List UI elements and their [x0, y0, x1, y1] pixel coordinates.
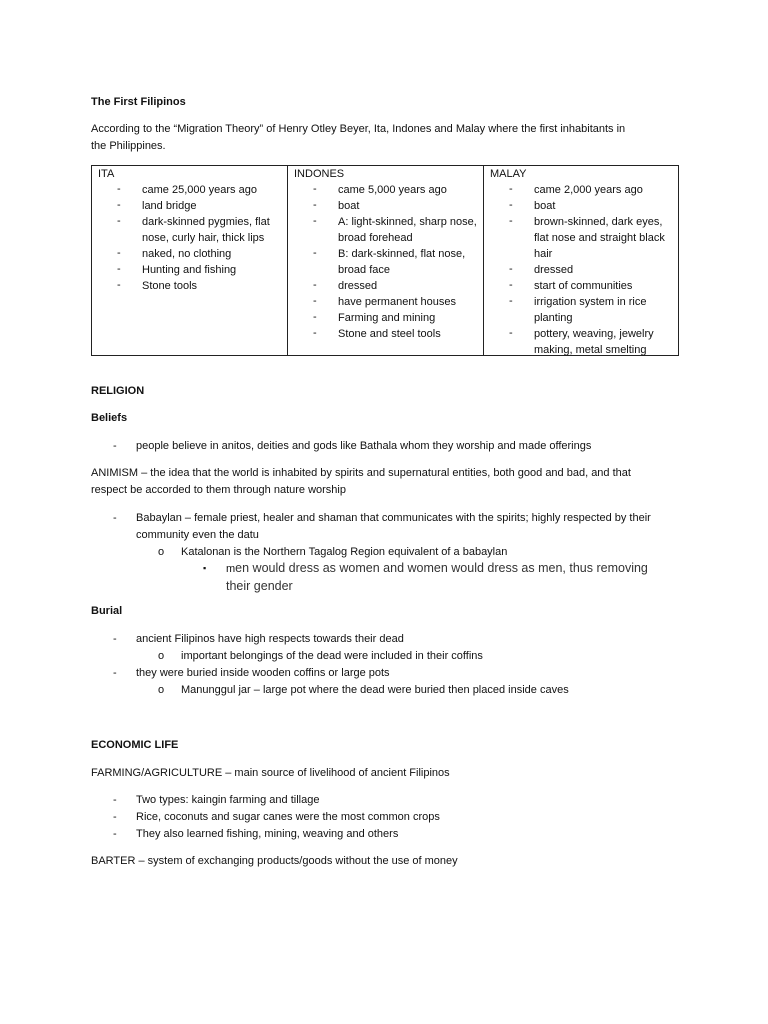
- babaylan-line-1: Babaylan – female priest, healer and shaman that communicates with the spirits; highly respected by their: [136, 512, 651, 524]
- bullet-square: ▪: [203, 563, 207, 573]
- page-title: The First Filipinos: [91, 96, 186, 108]
- economic-item-2: Rice, coconuts and sugar canes were the most common crops: [136, 811, 440, 823]
- bullet-circle: o: [158, 650, 165, 662]
- bullet-circle: o: [158, 546, 165, 558]
- burial-item-1: ancient Filipinos have high respects towards their dead: [136, 633, 404, 645]
- intro-line-1: According to the “Migration Theory” of Henry Otley Beyer, Ita, Indones and Malay where the first inhabitants in: [91, 123, 626, 135]
- bullet-dash: -: [113, 828, 117, 840]
- bullet-dash: -: [113, 811, 117, 823]
- bullet-dash: -: [113, 512, 117, 524]
- economic-item-1: Two types: kaingin farming and tillage: [136, 794, 320, 806]
- bullet-dash: -: [113, 794, 117, 806]
- column-header: INDONES: [294, 168, 345, 180]
- animism-line-2: respect be accorded to them through nature worship: [91, 484, 346, 496]
- men-line-2: their gender: [226, 579, 293, 593]
- beliefs-item: people believe in anitos, deities and gods like Bathala whom they worship and made offerings: [136, 440, 592, 452]
- section-heading-religion: RELIGION: [91, 385, 145, 397]
- farming-line: FARMING/AGRICULTURE – main source of livelihood of ancient Filipinos: [91, 767, 450, 779]
- bullet-dash: -: [113, 633, 117, 645]
- column-header: MALAY: [490, 168, 527, 180]
- section-heading-economic: ECONOMIC LIFE: [91, 739, 179, 751]
- bullet-dash: -: [113, 440, 117, 452]
- burial-item-1-sub: important belongings of the dead were included in their coffins: [181, 650, 483, 662]
- intro-line-2: the Philippines.: [91, 140, 166, 152]
- table-column-ita: ITA - came 25,000 years ago - land bridge - dark-skinned pygmies, flat nose, curly hair, thick lips - naked, no clothing - Hunting and fishing - Stone tools: [92, 166, 288, 356]
- bullet-circle: o: [158, 684, 165, 696]
- babaylan-line-2: community even the datu: [136, 529, 259, 541]
- table-column-malay: MALAY - came 2,000 years ago - boat - brown-skinned, dark eyes, flat nose and straight black hair - dressed - start of communities - irrigation system in rice planting - pottery, weaving, jewelry making, metal smelting: [484, 166, 679, 356]
- migration-table: [91, 165, 679, 356]
- burial-item-2-sub: Manunggul jar – large pot where the dead were buried then placed inside caves: [181, 684, 569, 696]
- subheading-burial: Burial: [91, 605, 123, 617]
- table-column-indones: INDONES - came 5,000 years ago - boat - A: light-skinned, sharp nose, broad forehead - B: dark-skinned, flat nose, broad face - dressed - have permanent houses - Farming and mining - Stone and steel tools: [288, 166, 484, 356]
- men-line-1: men would dress as women and women would dress as men, thus removing: [226, 561, 648, 575]
- economic-item-3: They also learned fishing, mining, weaving and others: [136, 828, 399, 840]
- subheading-beliefs: Beliefs: [91, 412, 128, 424]
- burial-item-2: they were buried inside wooden coffins or large pots: [136, 667, 390, 679]
- barter-line: BARTER – system of exchanging products/goods without the use of money: [91, 855, 458, 867]
- column-header: ITA: [98, 168, 115, 180]
- bullet-dash: -: [113, 667, 117, 679]
- animism-line-1: ANIMISM – the idea that the world is inhabited by spirits and supernatural entities, both good and bad, and that: [91, 467, 631, 479]
- katalonan-item: Katalonan is the Northern Tagalog Region equivalent of a babaylan: [181, 546, 508, 558]
